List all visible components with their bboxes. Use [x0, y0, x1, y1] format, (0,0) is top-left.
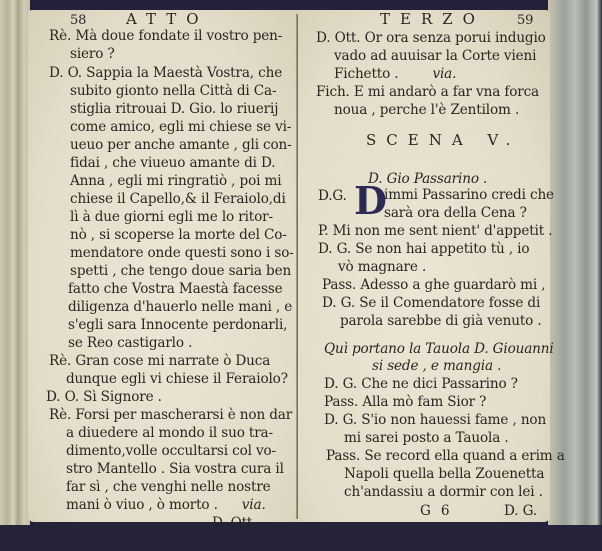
- catchword-left: D. Ott.: [212, 515, 257, 531]
- line: immi Passarino credi che: [384, 187, 554, 203]
- speaker: D. O.: [49, 65, 82, 81]
- line: nò , si scoperse la morte del Co-: [70, 227, 287, 243]
- speaker: Fich.: [316, 84, 350, 100]
- line: noua , perche l'è Zentilom .: [334, 102, 520, 118]
- line: mendatore onde questi sono i so-: [70, 245, 294, 261]
- line: vado ad auuisar la Corte vieni: [334, 48, 537, 64]
- page-number-left: 58: [70, 13, 87, 28]
- line: far sì , che venghi nelle nostre: [66, 479, 271, 495]
- speaker: D. Ott.: [316, 30, 361, 46]
- line: ueuo per anche amante , gli con-: [70, 137, 292, 153]
- line: Forsi per mascherarsi è non dar: [75, 407, 293, 423]
- line: fatto che Vostra Maestà facesse: [68, 281, 283, 297]
- line: lì à due giorni egli me lo ritor-: [70, 209, 273, 225]
- line: sarà ora della Cena ?: [384, 205, 527, 221]
- line: Se non hai appetito tù , io: [355, 241, 530, 257]
- speaker: D. G.: [324, 376, 358, 392]
- catchword-right: D. G.: [504, 503, 538, 519]
- line: spetti , che tengo doue saria ben: [70, 263, 292, 279]
- line: siero ?: [70, 46, 115, 62]
- line: S'io non hauessi fame , non: [361, 412, 547, 428]
- speaker: Rè.: [49, 353, 72, 369]
- speaker: Pass.: [326, 448, 361, 464]
- line: mi sarei posto a Tauola .: [344, 430, 509, 446]
- line: Adesso a ghe guardarò mi ,: [360, 277, 546, 293]
- speaker: Rè.: [49, 407, 72, 423]
- speaker: Pass.: [324, 394, 359, 410]
- stage-direction: si sede , e mangia .: [372, 358, 502, 374]
- scene-title: SCENA V.: [366, 131, 521, 149]
- line: Sì Signore .: [83, 389, 162, 405]
- line: Se il Comendatore fosse di: [359, 295, 541, 311]
- running-head-right: TERZO: [380, 10, 485, 28]
- line: stiglia ritrouai D. Gio. lo riuerij: [70, 101, 279, 117]
- line: Se record ella quand a erim a: [364, 448, 565, 464]
- speaker: D. G.: [324, 412, 358, 428]
- line: Fichetto .: [334, 66, 399, 82]
- speaker: D. G.: [318, 241, 352, 257]
- line: subito gionto nella Città di Ca-: [70, 83, 277, 99]
- line: diligenza d'hauerlo nelle mani , e: [68, 299, 293, 315]
- line: Gran cose mi narrate ò Duca: [75, 353, 271, 369]
- speaker: P.: [318, 223, 329, 239]
- scene-characters: D. Gio Passarino .: [368, 171, 488, 187]
- binding-cloth-bottom: [0, 520, 602, 551]
- stage-direction: via.: [241, 497, 266, 513]
- line: Mà doue fondate il vostro pen-: [75, 28, 283, 44]
- line: parola sarebbe di già venuto .: [340, 313, 542, 329]
- line: Che ne dici Passarino ?: [361, 376, 518, 392]
- line: mani ò viuo , ò morto .: [66, 497, 218, 513]
- line: dunque egli vi chiese il Feraiolo?: [66, 371, 288, 387]
- line: a diuedere al mondo il suo tra-: [66, 425, 273, 441]
- stage-direction: Quì portano la Tauola D. Giouanni: [324, 341, 554, 357]
- line: fidai , che viueuo amante di D.: [70, 155, 276, 171]
- line: Anna , egli mi ringratiò , poi mi: [70, 173, 282, 189]
- line: Sappia la Maestà Vostra, che: [86, 65, 283, 81]
- speaker: D. O.: [46, 389, 79, 405]
- line: se Reo castigarlo .: [68, 335, 193, 351]
- line: s'egli sara Innocente perdonarli,: [68, 317, 288, 333]
- line: come amico, egli mi chiese se vi-: [70, 119, 292, 135]
- signature-mark: G 6: [420, 503, 450, 519]
- line: E mi andarò a far vna forca: [353, 84, 540, 100]
- drop-cap: D: [354, 178, 387, 223]
- line: ch'andassiu a dormir con lei .: [344, 484, 543, 500]
- line: Alla mò fam Sior ?: [362, 394, 487, 410]
- running-head-left: ATTO: [126, 10, 209, 28]
- line: stro Mantello . Sia vostra cura il: [66, 461, 284, 477]
- line: Napoli quella bella Zouenetta: [344, 466, 545, 482]
- line: vò magnare .: [338, 259, 427, 275]
- page-number-right: 59: [517, 13, 534, 28]
- speaker: Pass.: [322, 277, 357, 293]
- line: dimento,volle occultarsi col vo-: [66, 443, 276, 459]
- speaker: D.G.: [318, 188, 347, 204]
- page-edges-left: [0, 0, 30, 525]
- line: Mi non me sent nient' d'appetit .: [332, 223, 553, 239]
- stage-direction: via.: [432, 66, 457, 82]
- speaker: Rè.: [49, 28, 72, 44]
- speaker: D. G.: [322, 295, 356, 311]
- line: chiese il Capello,& il Feraiolo,di: [70, 191, 286, 207]
- line: Or ora senza porui indugio: [364, 30, 546, 46]
